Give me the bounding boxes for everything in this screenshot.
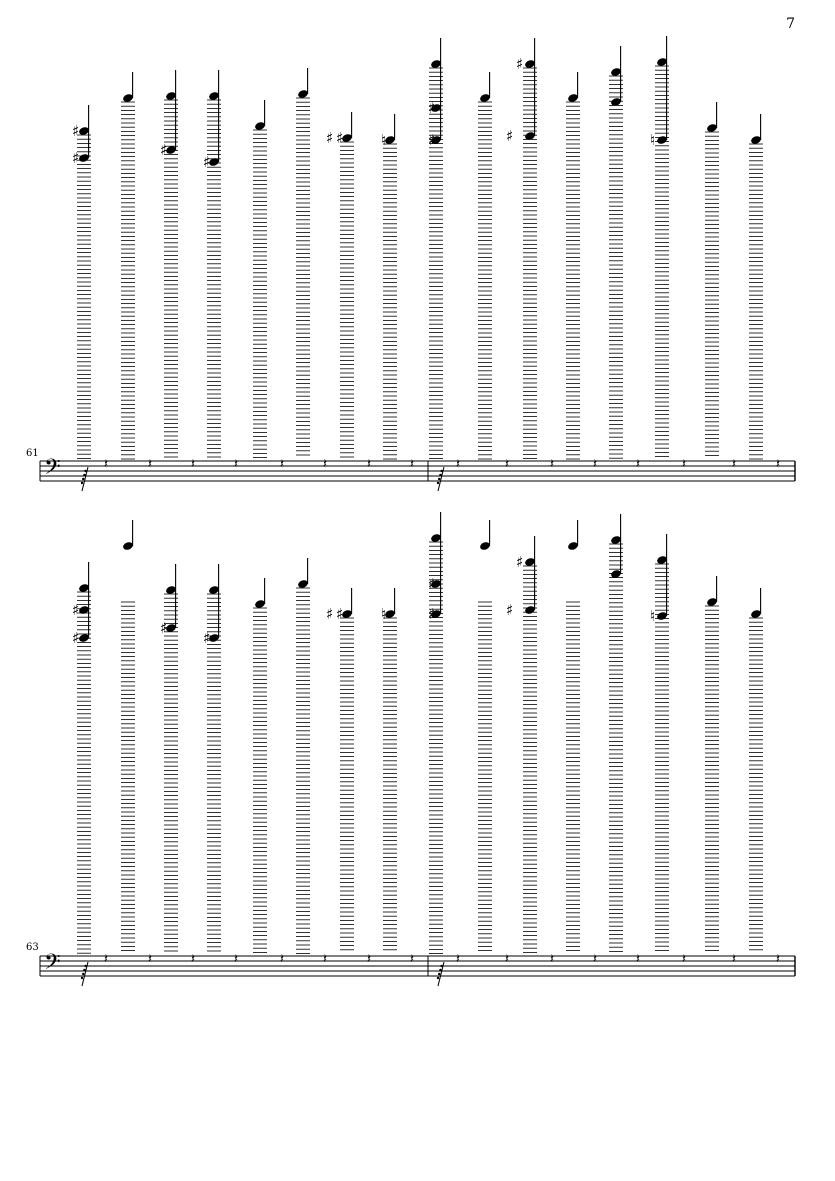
- natural-icon: ♮: [381, 131, 387, 149]
- quarter-rest: 𝄽: [280, 952, 284, 967]
- quarter-rest: 𝄽: [323, 457, 327, 472]
- quarter-rest: 𝄽: [682, 952, 686, 967]
- quarter-rest: 𝄽: [191, 457, 195, 472]
- quarter-rest: 𝄽: [456, 457, 460, 472]
- quarter-rest: 𝄽: [410, 457, 414, 472]
- rest-dot: [83, 969, 85, 971]
- quarter-rest: 𝄽: [148, 457, 152, 472]
- quarter-rest: 𝄽: [505, 952, 509, 967]
- quarter-rest: 𝄽: [234, 457, 238, 472]
- rest-dot: [82, 973, 84, 975]
- quarter-rest: 𝄽: [234, 952, 238, 967]
- quarter-rest: 𝄽: [280, 457, 284, 472]
- sharp-icon: ♯: [336, 129, 344, 147]
- sharp-icon: ♯: [516, 55, 524, 73]
- bass-clef-icon: 𝄢: [44, 455, 61, 485]
- quarter-rest: 𝄽: [323, 952, 327, 967]
- rest-dot: [82, 478, 84, 480]
- quarter-rest: 𝄽: [593, 457, 597, 472]
- rest-dot: [81, 977, 83, 979]
- quarter-rest: 𝄽: [148, 952, 152, 967]
- quarter-rest: 𝄽: [191, 952, 195, 967]
- rest-dot: [81, 482, 83, 484]
- page-number: 7: [786, 16, 795, 32]
- rest-dot: [439, 474, 441, 476]
- sharp-icon: ♯: [203, 153, 211, 171]
- quarter-rest: 𝄽: [367, 457, 371, 472]
- sharp-icon: ♯: [72, 601, 80, 619]
- quarter-rest: 𝄽: [550, 952, 554, 967]
- sharp-icon: ♯: [326, 129, 334, 147]
- sharp-icon: ♯: [160, 141, 168, 159]
- sharp-icon: ♯: [203, 629, 211, 647]
- quarter-rest: 𝄽: [505, 457, 509, 472]
- quarter-rest: 𝄽: [776, 952, 780, 967]
- quarter-rest: 𝄽: [104, 457, 108, 472]
- rest-dot: [438, 478, 440, 480]
- sharp-icon: ♯: [506, 601, 514, 619]
- natural-icon: ♮: [650, 131, 656, 149]
- bass-clef-icon: 𝄢: [44, 950, 61, 980]
- rest-dot: [438, 973, 440, 975]
- quarter-rest: 𝄽: [636, 952, 640, 967]
- rest-dot: [437, 977, 439, 979]
- sharp-icon: ♯: [326, 605, 334, 623]
- sharp-icon: ♯: [428, 99, 436, 117]
- natural-icon: ♮: [650, 607, 656, 625]
- quarter-rest: 𝄽: [732, 457, 736, 472]
- rest-dot: [83, 474, 85, 476]
- sharp-icon: ♯: [428, 605, 436, 623]
- measure-number: 63: [26, 942, 39, 953]
- quarter-rest: 𝄽: [367, 952, 371, 967]
- quarter-rest: 𝄽: [104, 952, 108, 967]
- measure-number: 61: [26, 448, 39, 459]
- sharp-icon: ♯: [72, 629, 80, 647]
- sharp-icon: ♯: [428, 575, 436, 593]
- sharp-icon: ♯: [72, 149, 80, 167]
- rest-dot: [439, 969, 441, 971]
- natural-icon: ♮: [381, 605, 387, 623]
- quarter-rest: 𝄽: [636, 457, 640, 472]
- sharp-icon: ♯: [72, 122, 80, 140]
- sharp-icon: ♯: [506, 127, 514, 145]
- quarter-rest: 𝄽: [732, 952, 736, 967]
- quarter-rest: 𝄽: [550, 457, 554, 472]
- rest-dot: [437, 482, 439, 484]
- quarter-rest: 𝄽: [682, 457, 686, 472]
- sharp-icon: ♯: [336, 605, 344, 623]
- quarter-rest: 𝄽: [593, 952, 597, 967]
- quarter-rest: 𝄽: [776, 457, 780, 472]
- sharp-icon: ♯: [160, 619, 168, 637]
- quarter-rest: 𝄽: [456, 952, 460, 967]
- sharp-icon: ♯: [428, 131, 436, 149]
- quarter-rest: 𝄽: [410, 952, 414, 967]
- sharp-icon: ♯: [516, 553, 524, 571]
